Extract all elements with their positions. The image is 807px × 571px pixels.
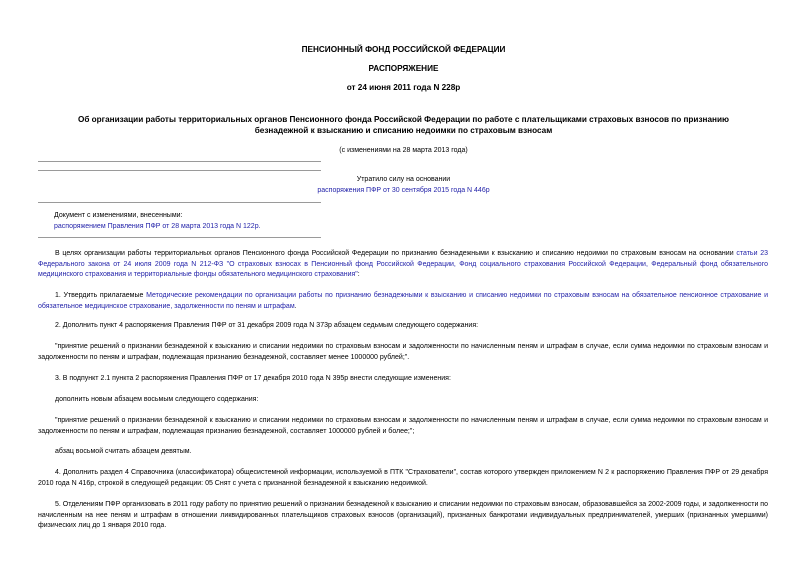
paragraph-2-quote: "принятие решений о признании безнадежной к взысканию и списании недоимки по страховым взносам и задолженности по начисленным пеням и штрафам в случае, если сумма недоимки по страховым взносам и задолженности по пеням и штрафам, подлежащая признанию безнадежной, составляет менее 1000000 рублей;". bbox=[38, 343, 768, 361]
divider bbox=[38, 237, 321, 238]
divider bbox=[38, 170, 321, 171]
paragraph-preamble: В целях организации работы территориальных органов Пенсионного фонда Российской Федерации по признанию безнадежными к взысканию и списанию недоимки по страховым взносам на основании статьи 23 Федерального закона от 24 июля 2009 года N 212-ФЗ "О страховых взносах в Пенсионный фонд Российской Федерации, Фонд социального страхования Российской Федерации, Федеральный фонд обязательного медицинского страхования и территориальные фонды обязательного медицинского страхования": bbox=[38, 250, 768, 278]
changes-note-text: Документ с изменениями, внесенными: bbox=[54, 212, 183, 219]
paragraph-3-note: дополнить новым абзацем восьмым следующего содержания: bbox=[55, 396, 259, 403]
paragraph-4: 4. Дополнить раздел 4 Справочника (классификатора) общесистемной информации, используемой в ПТК "Страхователи", состав которого утвержден приложением N 2 к распоряжению Правления ПФР от 29 декабря 2010 года N 416р, строкой в следующей редакции: 05 Снят с учета с признанной безнадежной к взысканию недоимкой. bbox=[38, 469, 768, 487]
paragraph-5: 5. Отделениям ПФР организовать в 2011 году работу по принятию решений о признании безнадежной к взысканию и списании недоимки по страховым взносам, образовавшейся за 2002-2009 годы, и задолженности по начисленным на нее пеням и штрафам в отношении ликвидированных плательщиков страховых взносов (организаций), признанных банкротами индивидуальных предпринимателей, умерших (признанных умершими) физических лиц до 1 января 2010 года. bbox=[38, 501, 768, 529]
paragraph-1: 1. Утвердить прилагаемые Методические рекомендации по организации работы по признанию безнадежными к взысканию и списанию недоимки по страховым взносам на обязательное пенсионное страхование и обязательное медицинское страхование, задолженности по пеням и штрафам. bbox=[38, 292, 768, 310]
methodical-recommendations-link[interactable]: Методические рекомендации по организации работы по признанию безнадежными к взысканию и списанию недоимки по страховым взносам на обязательное пенсионное страхование и обязательное медицинское страхование, задолженности по пеням и штрафам bbox=[38, 292, 768, 310]
divider bbox=[38, 202, 321, 203]
paragraph-2: 2. Дополнить пункт 4 распоряжения Правления ПФР от 31 декабря 2009 года N 373р абзацем седьмым следующего содержания: bbox=[55, 322, 479, 329]
date-number-heading: от 24 июня 2011 года N 228р bbox=[346, 83, 461, 92]
document-title: Об организации работы территориальных органов Пенсионного фонда Российской Федерации по работе с плательщиками страховых взносов по признанию безнадежной к взысканию и списанию недоимки по страховым взносам bbox=[77, 115, 730, 135]
law-link[interactable]: статьи 23 Федерального закона от 24 июля 2009 года N 212-ФЗ "О страховых взносах в Пенсионный фонд Российской Федерации, Фонд социального страхования Российской Федерации, Федеральный фонд обязательного медицинского страхования и территориальные фонды обязательного медицинского страхования" bbox=[38, 250, 768, 278]
divider bbox=[38, 161, 321, 162]
org-heading: ПЕНСИОННЫЙ ФОНД РОССИЙСКОЙ ФЕДЕРАЦИИ bbox=[301, 45, 506, 54]
lost-force-text: Утратило силу на основании bbox=[356, 176, 451, 183]
paragraph-3: 3. В подпункт 2.1 пункта 2 распоряжения Правления ПФР от 17 декабря 2010 года N 395р внести следующие изменения: bbox=[55, 375, 451, 382]
changes-note-link[interactable]: распоряжением Правления ПФР от 28 марта 2013 года N 122р. bbox=[54, 223, 261, 230]
lost-force-link[interactable]: распоряжения ПФР от 30 сентября 2015 года N 446р bbox=[317, 187, 490, 194]
doc-type-heading: РАСПОРЯЖЕНИЕ bbox=[368, 64, 439, 73]
amended-note: (с изменениями на 28 марта 2013 года) bbox=[339, 147, 468, 154]
paragraph-3-end: абзац восьмой считать абзацем девятым. bbox=[55, 448, 192, 455]
paragraph-3-quote: "принятие решений о признании безнадежной к взысканию и списании недоимки по страховым взносам и задолженности по начисленным пеням и штрафам в случае, если сумма недоимки по страховым взносам и задолженности по пеням и штрафам, подлежащая признанию безнадежной, составляет 1000000 рублей и более;"; bbox=[38, 417, 768, 435]
